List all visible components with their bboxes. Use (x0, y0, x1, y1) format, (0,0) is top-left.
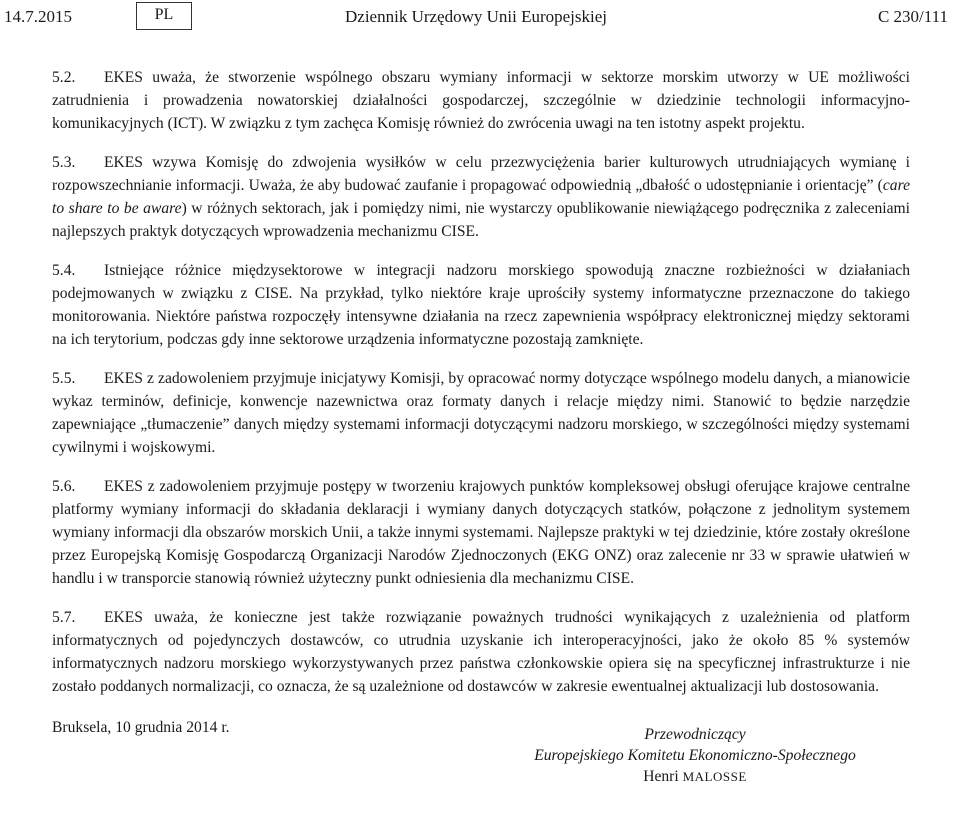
signatory-role: Przewodniczący (644, 726, 746, 743)
paragraph-italic-phrase: care to share to be aware (52, 177, 910, 217)
paragraph-5-3 (52, 151, 910, 243)
committee-name: Europejskiego Komitetu Ekonomiczno-Społecznego (534, 747, 856, 764)
page-header (0, 0, 960, 40)
signatory-name (480, 766, 910, 787)
paragraph-number: 5.3. (52, 154, 76, 171)
paragraph-text: EKES z zadowoleniem przyjmuje postępy w tworzeniu krajowych punktów kompleksowej obsługi oferujące krajowe centralne platformy wymiany informacji do składania deklaracji i wymiany danych dotyczących statków, połączone z jednolitym systemem wymiany informacji dla obszarów morskich Unii, a także innymi systemami. Najlepsze praktyki w tej dziedzinie, które zostały określone przez Europejską Komisję Gospodarczą Organizacji Narodów Zjednoczonych (EKG ONZ) oraz zalecenie nr 33 w sprawie ułatwień w handlu i w transporcie stanowią również użyteczny punkt odniesienia dla mechanizmu CISE. (52, 478, 910, 587)
paragraph-5-2 (52, 66, 910, 135)
paragraph-text: Istniejące różnice międzysektorowe w integracji nadzoru morskiego spowodują znaczne rozbieżności w działaniach podejmowanych w związku z CISE. Na przykład, tylko niektóre kraje uprościły systemy informatyczne przeznaczone do takiego monitorowania. Niektóre państwa rozpoczęły intensywne działania na rzecz zapewnienia współpracy elektronicznej między sektorami na ich terytorium, podczas gdy inne sektorowe urządzenia informatyczne pozostają zamknięte. (52, 262, 910, 348)
publication-date: 14.7.2015 (4, 7, 72, 26)
paragraph-text-continued: ) w różnych sektorach, jak i pomiędzy nimi, nie wystarczy opublikowanie niewiążącego podręcznika z zaleceniami najlepszych praktyk dotyczących wprowadzenia mechanizmu CISE. (52, 200, 910, 240)
signatory-surname: MALOSSE (682, 769, 747, 784)
language-badge: PL (136, 2, 192, 30)
paragraph-text: EKES wzywa Komisję do zdwojenia wysiłków w celu przezwyciężenia barier kulturowych utrudniających wymianę i rozpowszechnianie informacji. Uważa, że aby budować zaufanie i propagować odpowiednią „dbałość o udostępnianie i orientację” ( (52, 154, 910, 194)
paragraph-5-6 (52, 475, 910, 590)
paragraph-text: EKES uważa, że stworzenie wspólnego obszaru wymiany informacji w sektorze morskim utworzy w UE możliwości zatrudnienia i prowadzenia nowatorskiej działalności gospodarczej, szczególnie w dziedzinie technologii informacyjno-komunikacyjnych (ICT). W związku z tym zachęca Komisję również do zwrócenia uwagi na ten istotny aspekt projektu. (52, 69, 910, 132)
document-body (52, 66, 910, 739)
paragraph-number: 5.5. (52, 370, 76, 387)
signature-block (480, 724, 910, 787)
paragraph-number: 5.2. (52, 69, 76, 86)
paragraph-5-7 (52, 606, 910, 698)
paragraph-number: 5.6. (52, 478, 76, 495)
paragraph-5-5 (52, 367, 910, 459)
paragraph-5-4 (52, 259, 910, 351)
paragraph-number: 5.7. (52, 609, 76, 626)
signatory-first-name: Henri (643, 768, 679, 785)
page-reference: C 230/111 (877, 7, 948, 26)
paragraph-number: 5.4. (52, 262, 76, 279)
place-and-date: Bruksela, 10 grudnia 2014 r. (52, 719, 230, 736)
paragraph-text: EKES z zadowoleniem przyjmuje inicjatywy Komisji, by opracować normy dotyczące wspólnego modelu danych, a mianowicie wykaz terminów, definicje, konwencje nazewnictwa oraz formaty danych i relacje między nimi. Stanowić to będzie narzędzie zapewniające „tłumaczenie” danych między systemami informacji dotyczącymi nadzoru morskiego, w szczególności między systemami cywilnymi i wojskowymi. (52, 370, 910, 456)
paragraph-text: EKES uważa, że konieczne jest także rozwiązanie poważnych trudności wynikających z uzależnienia od platform informatycznych od pojedynczych dostawców, co utrudnia uzyskanie ich interoperacyjności, jako że około 85 % systemów informatycznych nadzoru morskiego wykorzystywanych przez państwa członkowskie opiera się na specyficznej infrastrukturze i nie zostało poddanych normalizacji, co oznacza, że są uzależnione od dostawców w zakresie ewentualnej aktualizacji lub dostosowania. (52, 609, 910, 695)
journal-title: Dziennik Urzędowy Unii Europejskiej (345, 7, 608, 26)
